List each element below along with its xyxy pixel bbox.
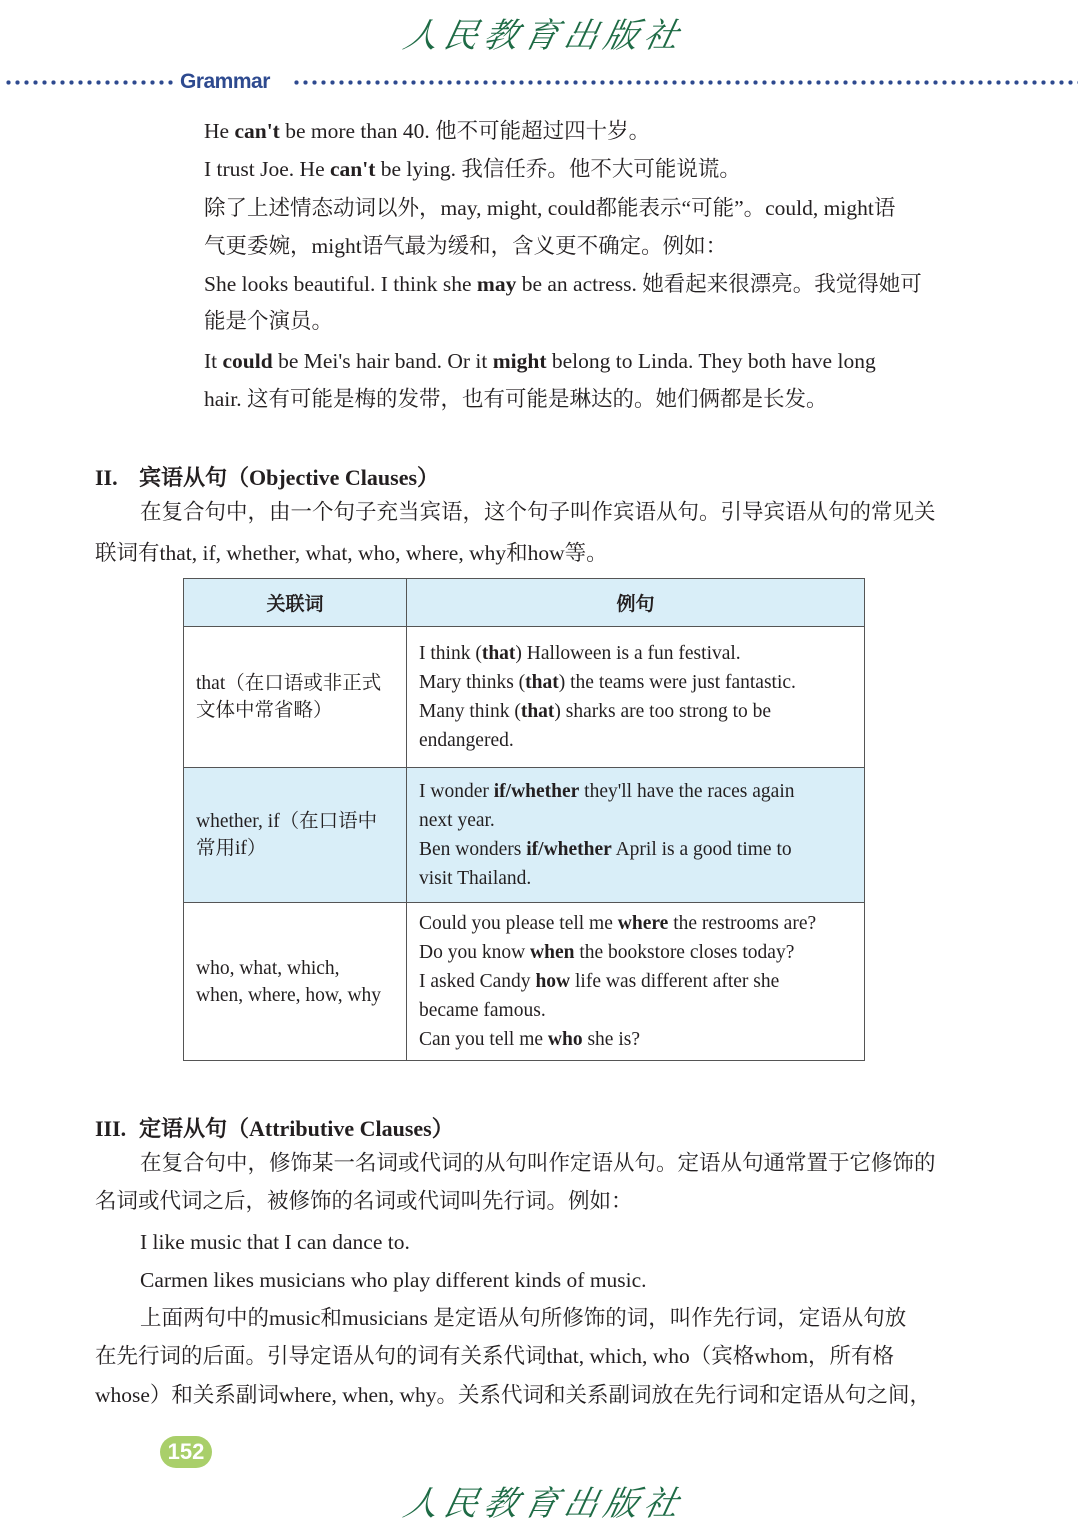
text-segment: visit Thailand.	[419, 868, 532, 889]
text-segment: ) Halloween is a fun festival.	[515, 643, 741, 664]
text-line	[204, 270, 922, 298]
table-header-row	[184, 579, 865, 627]
text-segment: Many think (	[419, 701, 521, 722]
text-segment: Can you tell me	[419, 1029, 548, 1050]
text-line	[95, 1342, 894, 1370]
table-row	[184, 903, 865, 1061]
text-segment: whose）和关系副词where, when, why。关系代词和关系副词放在先行词和定语从句之间，	[95, 1383, 932, 1407]
example-line	[419, 835, 852, 864]
page-number-badge: 152	[160, 1436, 212, 1468]
examples-cell	[407, 903, 865, 1061]
text-segment: I wonder	[419, 781, 494, 802]
text-line	[95, 539, 608, 567]
text-segment: endangered.	[419, 730, 514, 751]
text-segment: be lying. 我信任乔。他不大可能说谎。	[375, 157, 741, 181]
text-line	[204, 347, 876, 375]
text-line	[204, 117, 650, 145]
text-line	[140, 1149, 936, 1177]
text-segment: ) sharks are too strong to be	[554, 701, 772, 722]
text-segment: Ben wonders	[419, 839, 527, 860]
text-line	[204, 155, 741, 183]
text-segment: April is a good time to	[611, 839, 792, 860]
section-title: 宾语从句（Objective Clauses）	[139, 465, 440, 490]
cell-line: who, what, which,	[196, 957, 340, 979]
text-line	[95, 1381, 931, 1409]
column-header: 关联词	[184, 579, 407, 627]
text-segment: they'll have the races again	[579, 781, 795, 802]
text-segment: I asked Candy	[419, 971, 536, 992]
dotted-divider	[4, 80, 176, 85]
text-segment: 在复合句中，修饰某一名词或代词的从句叫作定语从句。定语从句通常置于它修饰的	[140, 1151, 936, 1175]
text-segment: He	[204, 119, 235, 143]
examples-cell	[407, 768, 865, 903]
bold-keyword: if/whether	[526, 839, 612, 860]
column-header: 例句	[407, 579, 865, 627]
text-segment: 气更委婉，might语气最为缓和，含义更不确定。例如：	[204, 234, 728, 258]
text-segment: 在先行词的后面。引导定语从句的词有关系代词that, which, who（宾格whom，所有格	[95, 1344, 895, 1368]
section-number: II.	[95, 465, 118, 490]
bold-keyword: that	[525, 672, 559, 693]
bold-keyword: where	[617, 913, 669, 934]
bold-keyword: can't	[234, 119, 280, 143]
text-segment: the bookstore closes today?	[574, 942, 795, 963]
cell-line: 文体中常省略）	[196, 700, 333, 721]
text-line	[140, 1266, 647, 1294]
example-line	[419, 806, 852, 835]
text-segment: Could you please tell me	[419, 913, 618, 934]
text-segment: Do you know	[419, 942, 531, 963]
text-line	[140, 1304, 906, 1332]
bold-keyword: may	[476, 272, 517, 296]
example-line	[419, 668, 852, 697]
bold-keyword: who	[547, 1029, 583, 1050]
dotted-divider	[292, 80, 1078, 85]
text-segment: belong to Linda. They both have long	[546, 349, 876, 373]
text-segment: ) the teams were just fantastic.	[558, 672, 796, 693]
conjunction-table	[183, 578, 865, 1061]
text-segment: hair. 这有可能是梅的发带，也有可能是琳达的。她们俩都是长发。	[204, 387, 828, 411]
text-segment: be more than 40. 他不可能超过四十岁。	[279, 119, 651, 143]
publisher-logo-footer: 人民教育出版社	[400, 1484, 689, 1524]
example-line	[419, 777, 852, 806]
text-segment: 能是个演员。	[204, 309, 334, 333]
text-segment: Mary thinks (	[419, 672, 526, 693]
text-segment: next year.	[419, 810, 495, 831]
text-segment: I think (	[419, 643, 482, 664]
text-segment: she is?	[582, 1029, 640, 1050]
text-line	[204, 232, 727, 260]
conjunction-cell	[184, 903, 407, 1061]
example-line	[419, 1025, 852, 1054]
text-line	[204, 385, 828, 413]
publisher-logo: 人民教育出版社	[400, 16, 689, 56]
text-line	[204, 307, 333, 335]
cell-line: when, where, how, why	[196, 984, 382, 1006]
text-segment: 联词有that, if, whether, what, who, where, why和how等。	[95, 541, 608, 565]
text-line	[140, 1228, 410, 1256]
text-line	[95, 1187, 633, 1215]
text-segment: I trust Joe. He	[204, 157, 330, 181]
example-line	[419, 697, 852, 726]
bold-keyword: when	[530, 942, 575, 963]
text-segment: the restrooms are?	[668, 913, 817, 934]
conjunction-cell	[184, 627, 407, 768]
table-row	[184, 627, 865, 768]
section-title: 定语从句（Attributive Clauses）	[139, 1116, 454, 1141]
section-heading-objective-clauses	[95, 461, 439, 492]
text-line	[204, 194, 895, 222]
text-segment: Carmen likes musicians who play different kinds of music.	[140, 1268, 647, 1292]
text-segment: became famous.	[419, 1000, 546, 1021]
conjunction-cell	[184, 768, 407, 903]
text-segment: She looks beautiful. I think she	[204, 272, 477, 296]
bold-keyword: that	[520, 701, 555, 722]
table-row	[184, 768, 865, 903]
bold-keyword: that	[481, 643, 516, 664]
example-line	[419, 967, 852, 996]
text-segment: 在复合句中，由一个句子充当宾语，这个句子叫作宾语从句。引导宾语从句的常见关	[140, 500, 936, 524]
example-line	[419, 726, 852, 755]
bold-keyword: if/whether	[493, 781, 580, 802]
example-line	[419, 996, 852, 1025]
text-segment: It	[204, 349, 223, 373]
cell-line: 常用if）	[196, 838, 267, 859]
text-segment: be Mei's hair band. Or it	[272, 349, 493, 373]
bold-keyword: could	[222, 349, 273, 373]
examples-cell	[407, 627, 865, 768]
text-line	[140, 498, 936, 526]
text-segment: I like music that I can dance to.	[140, 1230, 410, 1254]
text-segment: 上面两句中的music和musicians 是定语从句所修饰的词，叫作先行词，定语从句放	[140, 1306, 907, 1330]
text-segment: 除了上述情态动词以外，may, might, could都能表示“可能”。could, might语	[204, 196, 896, 220]
section-tag: Grammar	[180, 70, 270, 93]
bold-keyword: how	[535, 971, 571, 992]
section-heading-attributive-clauses	[95, 1112, 454, 1143]
section-number: III.	[95, 1116, 127, 1141]
example-line	[419, 909, 852, 938]
cell-line: whether, if（在口语中	[196, 811, 378, 832]
cell-line: that（在口语或非正式	[196, 673, 382, 694]
text-segment: 名词或代词之后，被修饰的名词或代词叫先行词。例如：	[95, 1189, 633, 1213]
bold-keyword: can't	[330, 157, 376, 181]
bold-keyword: might	[492, 349, 547, 373]
section-header-rule	[0, 72, 1080, 92]
text-segment: life was different after she	[570, 971, 780, 992]
example-line	[419, 864, 852, 893]
example-line	[419, 938, 852, 967]
text-segment: be an actress. 她看起来很漂亮。我觉得她可	[516, 272, 922, 296]
example-line	[419, 639, 852, 668]
